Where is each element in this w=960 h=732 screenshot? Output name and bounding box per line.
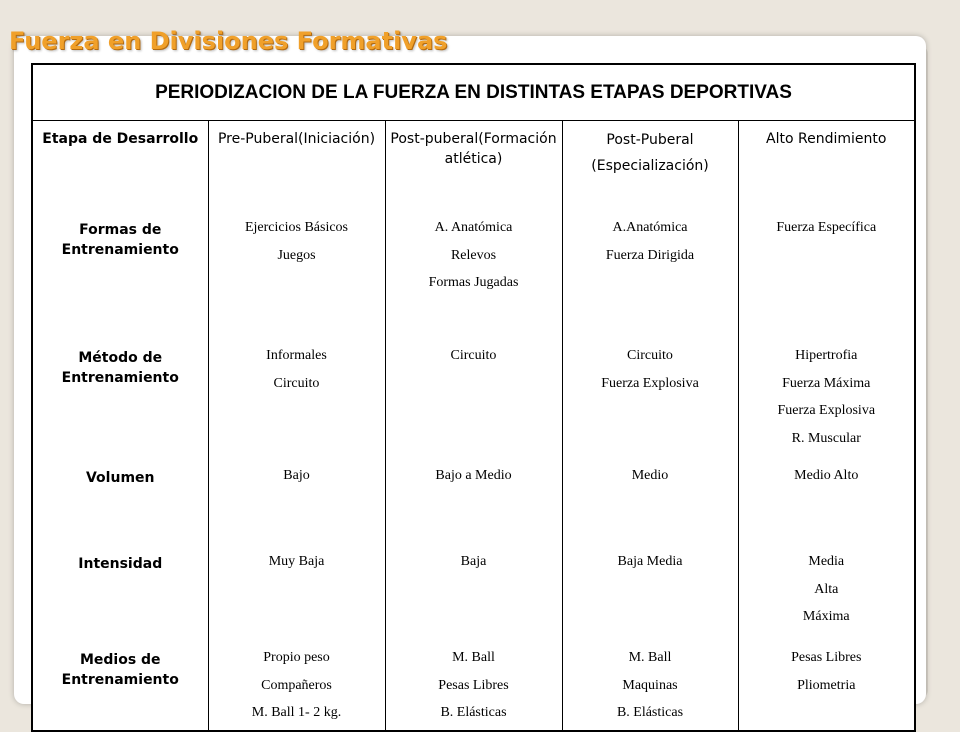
cell-line: Medio Alto [794, 468, 859, 483]
stage-header: Post-puberal(Formación atlética) [385, 121, 562, 213]
table-row [32, 642, 915, 731]
table-cell [385, 212, 562, 340]
cell-line: Alta [814, 581, 839, 597]
table-cell [385, 340, 562, 460]
cell-line: Formas Jugadas [428, 275, 519, 290]
cell-line: A. Anatómica [434, 220, 513, 235]
slide-title: Fuerza en Divisiones Formativas [9, 27, 448, 55]
cell-line: Baja [460, 554, 487, 569]
table-cell [562, 460, 738, 546]
stage-header-line: (Especialización) [591, 158, 709, 174]
cell-line: Compañeros [261, 677, 332, 693]
table-cell [208, 212, 385, 340]
cell-line: M. Ball 1- 2 kg. [251, 705, 342, 720]
cell-line: Máxima [802, 609, 850, 624]
row-label: Método de Entrenamiento [32, 340, 208, 460]
cell-line: Circuito [273, 375, 320, 391]
stage-header: Alto Rendimiento [738, 121, 915, 213]
table-cell [738, 642, 915, 731]
cell-line: Bajo a Medio [435, 468, 512, 483]
cell-line: B. Elásticas [616, 705, 684, 720]
cell-line: Pesas Libres [438, 677, 509, 693]
cell-line: Muy Baja [268, 554, 325, 569]
row-label: Intensidad [32, 546, 208, 642]
cell-line: Circuito [450, 348, 497, 363]
table-cell [738, 460, 915, 546]
cell-line: R. Muscular [791, 430, 861, 446]
cell-line: Circuito [627, 348, 673, 363]
cell-line: Medio [631, 468, 669, 483]
table-cell [562, 212, 738, 340]
row-label: Medios de Entrenamiento [32, 642, 208, 731]
cell-line: Ejercicios Básicos [244, 220, 349, 235]
cell-line: Bajo [283, 468, 310, 483]
cell-line: Pliometria [797, 677, 856, 693]
table-cell [738, 212, 915, 340]
cell-line: M. Ball [452, 650, 495, 665]
table-cell [208, 340, 385, 460]
cell-line: A.Anatómica [612, 220, 688, 235]
table-row-stages [32, 121, 915, 213]
table-cell [208, 546, 385, 642]
table-cell [385, 642, 562, 731]
table-cell [562, 340, 738, 460]
cell-line: B. Elásticas [440, 705, 507, 720]
stage-header-line: Post-Puberal [606, 132, 694, 148]
table-cell [738, 340, 915, 460]
cell-line: Pesas Libres [791, 650, 862, 665]
periodization-table [31, 63, 916, 732]
stage-header [562, 121, 738, 213]
table-cell [208, 642, 385, 731]
cell-line: Fuerza Explosiva [601, 375, 699, 391]
cell-line: Media [808, 554, 845, 569]
table-cell [738, 546, 915, 642]
cell-line: Juegos [277, 247, 316, 263]
table-cell [385, 460, 562, 546]
stage-header: Pre-Puberal(Iniciación) [208, 121, 385, 213]
cell-line: Maquinas [622, 677, 678, 693]
table-row [32, 212, 915, 340]
cell-line: Fuerza Máxima [782, 375, 871, 391]
cell-line: Relevos [450, 247, 497, 263]
table-cell [562, 642, 738, 731]
table-cell [208, 460, 385, 546]
row-label-etapa: Etapa de Desarrollo [32, 121, 208, 213]
cell-line: Fuerza Explosiva [777, 403, 876, 418]
table-cell [562, 546, 738, 642]
cell-line: Hipertrofia [795, 348, 858, 363]
cell-line: Fuerza Dirigida [605, 247, 695, 263]
table-heading: PERIODIZACION DE LA FUERZA EN DISTINTAS ETAPAS DEPORTIVAS [32, 64, 915, 121]
table-row [32, 460, 915, 546]
cell-line: Propio peso [263, 650, 330, 665]
table-row [32, 340, 915, 460]
cell-line: Informales [266, 348, 327, 363]
table-row [32, 546, 915, 642]
row-label: Formas de Entrenamiento [32, 212, 208, 340]
cell-line: M. Ball [628, 650, 672, 665]
row-label: Volumen [32, 460, 208, 546]
cell-line: Fuerza Específica [776, 220, 877, 235]
table-cell [385, 546, 562, 642]
cell-line: Baja Media [617, 554, 683, 569]
